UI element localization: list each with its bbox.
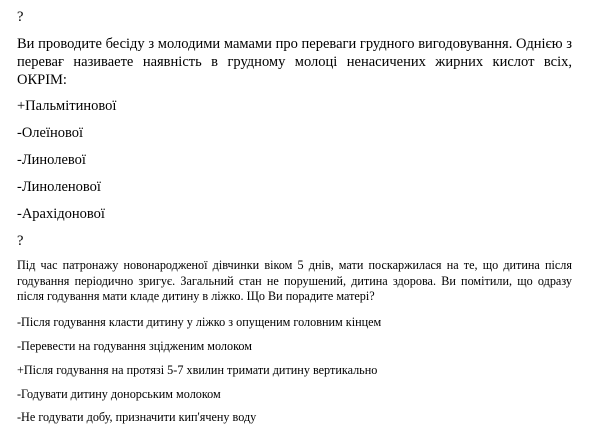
question-marker: ? — [17, 233, 24, 249]
answer-option: -Після годування класти дитину у ліжко з опущеним головним кінцем — [17, 315, 382, 329]
answer-option: -Линоленової — [17, 179, 101, 195]
answer-option: -Олеїнової — [17, 125, 84, 141]
question-marker: ? — [17, 9, 24, 25]
answer-option: -Линолевої — [17, 152, 86, 168]
answer-option: -Годувати дитину донорським молоком — [17, 387, 221, 401]
answer-option: -Не годувати добу, призначити кип'ячену воду — [17, 410, 257, 424]
answer-option: -Арахідонової — [17, 206, 105, 222]
answer-option: +Після годування на протязі 5-7 хвилин тримати дитину вертикально — [17, 363, 378, 377]
answer-option: +Пальмітинової — [17, 98, 117, 114]
answer-option: -Перевести на годування зцідженим молоком — [17, 339, 252, 353]
question-text: Ви проводите бесіду з молодими мамами про переваги грудного вигодовування. Однією з перевағ називаете наявність в грудному молоці ненасичених жирних кислот всіх, ОКРІМ: — [17, 36, 572, 88]
question-text: Під час патронажу новонародженої дівчинки віком 5 днів, мати поскаржилася на те, що дитина після годування періодично зригує. Загальний стан не порушений, дитина здорова. Ви помітили, що одразу після годування мати кладе дитину в ліжко. Що Ви порадите матері? — [17, 258, 572, 303]
